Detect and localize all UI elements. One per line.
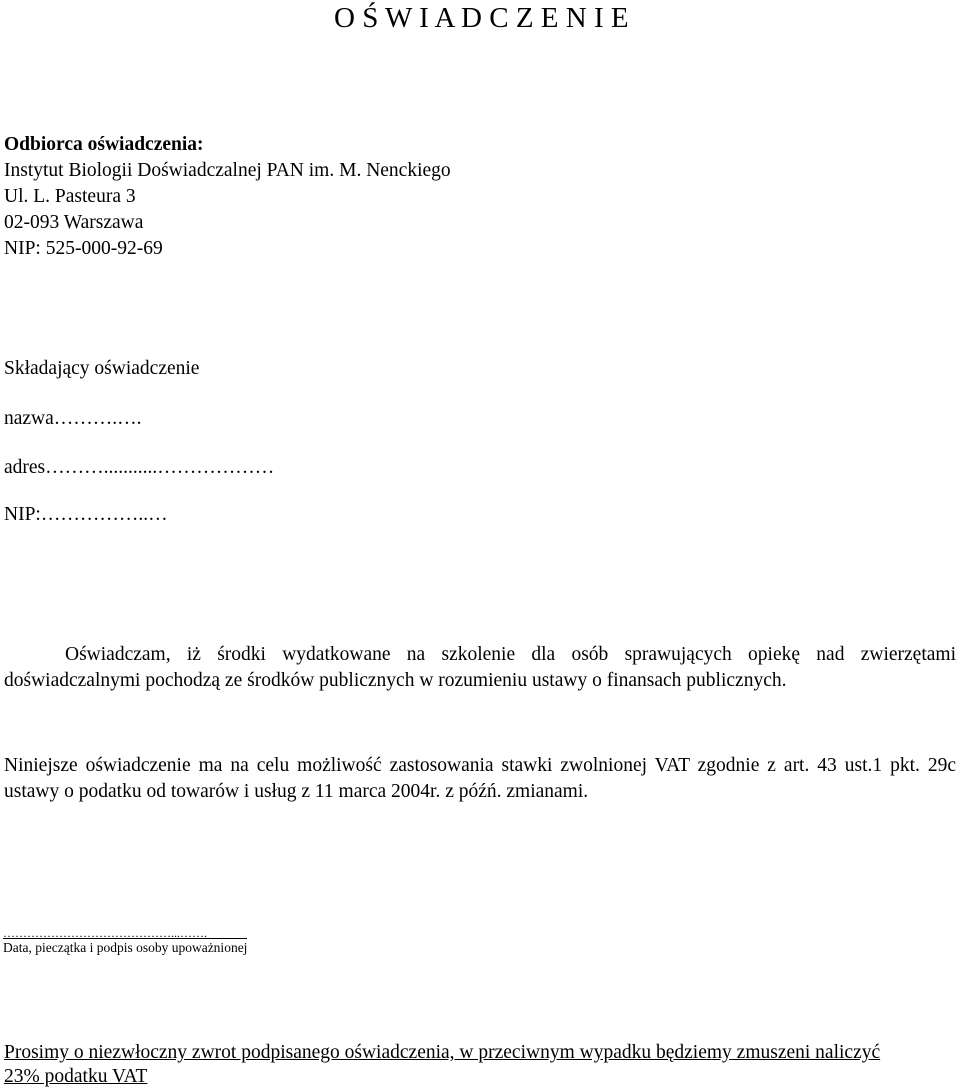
- submitter-address-field: adres………...........………………: [4, 457, 275, 478]
- submitter-heading: Składający oświadczenie: [4, 358, 200, 379]
- recipient-institution: Instytut Biologii Doświadczalnej PAN im. M. Nenckiego: [4, 160, 451, 181]
- recipient-city: 02-093 Warszawa: [4, 212, 144, 233]
- statement-paragraph-1: Oświadczam, iż środki wydatkowane na szkolenie dla osób sprawujących opiekę nad zwierzętami doświadczalnymi pochodzą ze środków publicznych w rozumieniu ustawy o finansach publicznych.: [4, 643, 956, 691]
- submitter-nip-field: NIP:……………..…: [4, 504, 168, 525]
- document-title: O Ś W I A D C Z E N I E: [334, 2, 629, 34]
- statement-paragraph-2: Niniejsze oświadczenie ma na celu możliwość zastosowania stawki zwolnionej VAT zgodnie z art. 43 ust.1 pkt. 29c ustawy o podatku od towarów i usług z 11 marca 2004r. z późń. zmianami.: [4, 754, 956, 802]
- return-notice: Prosimy o niezwłoczny zwrot podpisanego oświadczenia, w przeciwnym wypadku będziemy zmuszeni naliczyć 23% podatku VAT: [4, 1042, 881, 1087]
- signature-label: Data, pieczątka i podpis osoby upoważnionej: [3, 940, 248, 955]
- recipient-heading: Odbiorca oświadczenia:: [4, 134, 204, 155]
- recipient-nip: NIP: 525-000-92-69: [4, 238, 163, 259]
- submitter-name-field: nazwa……….….: [4, 408, 142, 429]
- recipient-street: Ul. L. Pasteura 3: [4, 186, 136, 207]
- signature-dotted-line: ……………………………………...…….: [3, 926, 207, 940]
